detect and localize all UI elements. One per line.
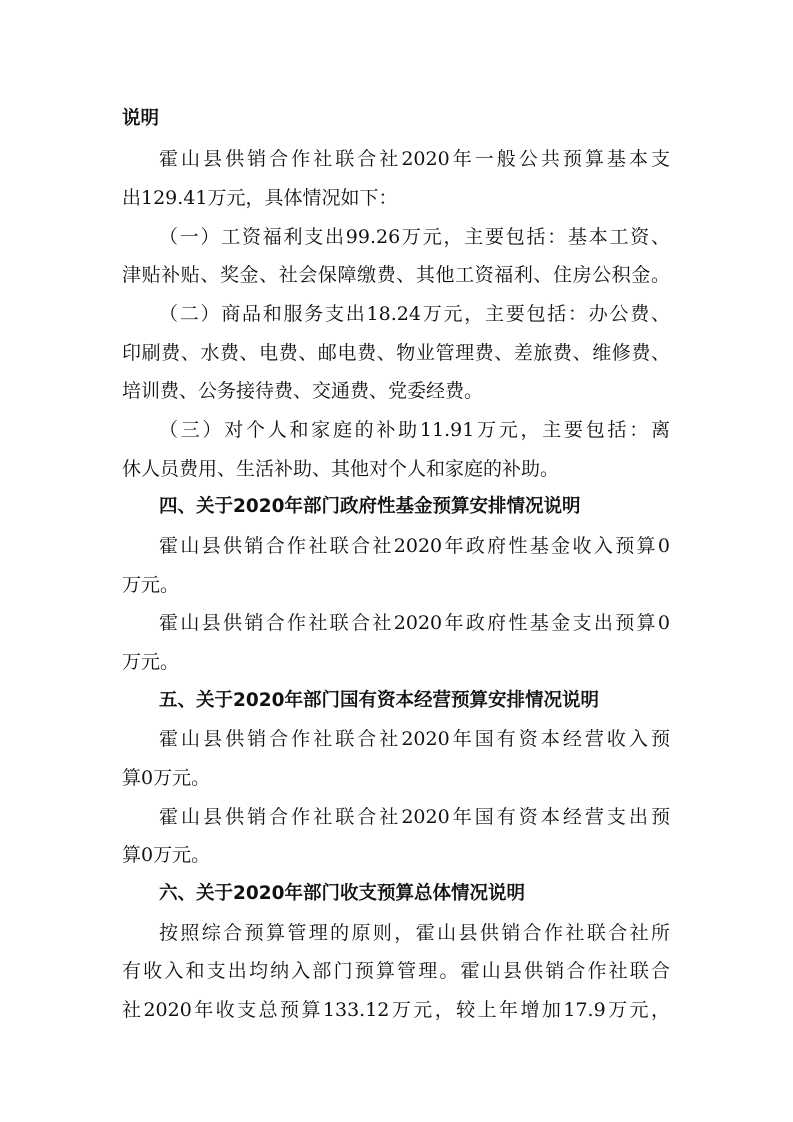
paragraph-line: 霍山县供销合作社联合社2020年国有资本经营支出预 xyxy=(159,806,670,828)
paragraph-line: 印刷费、水费、电费、邮电费、物业管理费、差旅费、维修费、 xyxy=(122,342,670,364)
paragraph-line: 津贴补贴、奖金、社会保障缴费、其他工资福利、住房公积金。 xyxy=(122,264,670,286)
paragraph-line: 算0万元。 xyxy=(122,767,211,789)
section-label: 说明 xyxy=(122,108,160,129)
paragraph-line: 社2020年收支总预算133.12万元，较上年增加17.9万元， xyxy=(122,999,670,1021)
paragraph-line: （三）对个人和家庭的补助11.91万元，主要包括：离 xyxy=(159,419,670,441)
paragraph-line: 按照综合预算管理的原则，霍山县供销合作社联合社所 xyxy=(159,922,670,944)
paragraph-line: 霍山县供销合作社联合社2020年政府性基金收入预算0 xyxy=(159,535,670,557)
paragraph-line: 万元。 xyxy=(122,651,180,673)
section-heading-5: 五、关于2020年部门国有资本经营预算安排情况说明 xyxy=(159,690,599,711)
paragraph-line: 万元。 xyxy=(122,574,180,596)
section-heading-6: 六、关于2020年部门收支预算总体情况说明 xyxy=(159,883,525,904)
paragraph-line: 算0万元。 xyxy=(122,844,211,866)
paragraph-line: （二）商品和服务支出18.24万元，主要包括：办公费、 xyxy=(159,303,670,325)
paragraph-line: 有收入和支出均纳入部门预算管理。霍山县供销合作社联合 xyxy=(122,960,670,982)
paragraph-line: 霍山县供销合作社联合社2020年国有资本经营收入预 xyxy=(159,728,670,750)
paragraph-line: 霍山县供销合作社联合社2020年政府性基金支出预算0 xyxy=(159,612,670,634)
paragraph-line: 霍山县供销合作社联合社2020年一般公共预算基本支 xyxy=(159,148,670,170)
paragraph-line: （一）工资福利支出99.26万元，主要包括：基本工资、 xyxy=(159,226,670,248)
section-heading-4: 四、关于2020年部门政府性基金预算安排情况说明 xyxy=(159,496,581,517)
paragraph-line: 培训费、公务接待费、交通费、党委经费。 xyxy=(122,380,484,402)
paragraph-line: 出129.41万元，具体情况如下： xyxy=(122,187,398,209)
paragraph-line: 休人员费用、生活补助、其他对个人和家庭的补助。 xyxy=(122,458,560,480)
